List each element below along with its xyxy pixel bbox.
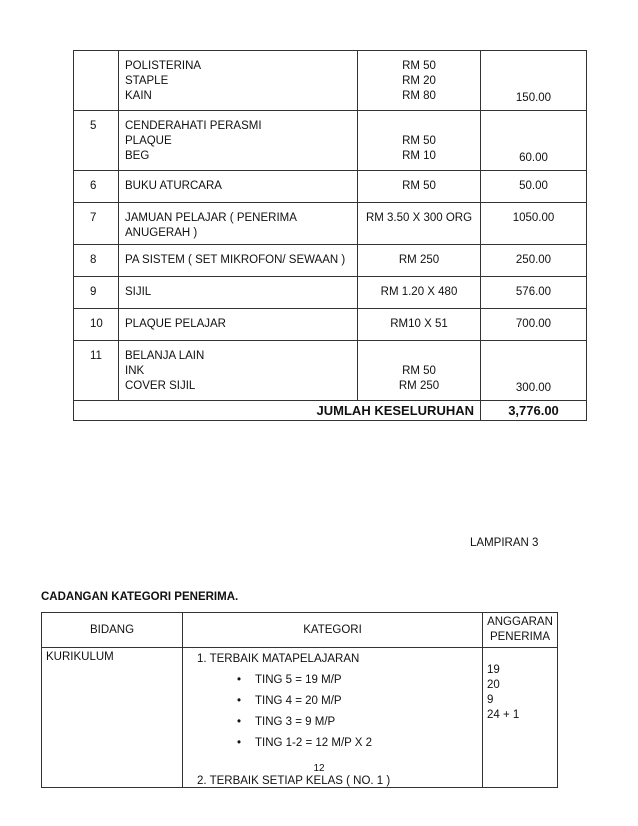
header-bidang: BIDANG: [42, 613, 183, 648]
price-line: RM 20: [402, 75, 436, 87]
price-line: RM 50: [402, 365, 436, 377]
price-line: RM 10: [402, 150, 436, 162]
row-number: 11: [74, 341, 119, 401]
kategori-bullet-1: [237, 673, 342, 688]
bullet-text: TING 5 = 19 M/P: [255, 674, 342, 686]
item-line: COVER SIJIL: [125, 380, 196, 392]
item-line: ANUGERAH ): [125, 227, 198, 239]
header-anggaran-line1: ANGGARAN: [487, 616, 553, 628]
total-cell: 300.00: [481, 341, 587, 401]
price-cell: [358, 245, 481, 277]
kategori-bullet-3: [237, 715, 335, 730]
anggaran-value-2: 20: [487, 679, 500, 691]
item-line: CENDERAHATI PERASMI: [125, 120, 262, 132]
budget-row: [74, 203, 587, 245]
row-number: 7: [74, 203, 119, 245]
kategori-item-2: 2. TERBAIK SETIAP KELAS ( NO. 1 ): [197, 775, 391, 787]
row-number: 5: [74, 111, 119, 171]
row-number: 10: [74, 309, 119, 341]
kategori-bullet-4: [237, 736, 372, 751]
item-line: JAMUAN PELAJAR ( PENERIMA: [125, 212, 297, 224]
item-line: PLAQUE PELAJAR: [125, 318, 226, 330]
anggaran-value-3: 9: [487, 694, 494, 706]
header-kategori: KATEGORI: [183, 613, 483, 648]
header-anggaran-line2: PENERIMA: [489, 631, 551, 643]
budget-row: [74, 245, 587, 277]
total-cell: 60.00: [481, 111, 587, 171]
summary-value: 3,776.00: [481, 401, 587, 421]
price-line: RM 3.50 X 300 ORG: [365, 212, 473, 224]
item-cell: [119, 203, 358, 245]
kategori-item-1: 1. TERBAIK MATAPELAJARAN: [197, 653, 360, 665]
item-line: STAPLE: [125, 75, 169, 87]
bidang-cell: KURIKULUM: [42, 648, 183, 788]
item-line: SIJIL: [125, 286, 152, 298]
item-cell: [119, 51, 358, 111]
total-cell: 250.00: [481, 245, 587, 277]
item-cell: [119, 245, 358, 277]
item-cell: [119, 171, 358, 203]
price-cell: [358, 171, 481, 203]
total-cell: 576.00: [481, 277, 587, 309]
price-cell: [358, 111, 481, 171]
item-line: BUKU ATURCARA: [125, 180, 222, 192]
price-line: RM10 X 51: [390, 318, 448, 330]
bullet-text: TING 4 = 20 M/P: [255, 695, 342, 707]
budget-row: [74, 341, 587, 401]
item-line: BELANJA LAIN: [125, 350, 205, 362]
section-title: CADANGAN KATEGORI PENERIMA.: [41, 591, 239, 603]
budget-table: [73, 50, 587, 421]
budget-row: [74, 171, 587, 203]
price-line: RM 50: [402, 60, 436, 72]
item-cell: [119, 309, 358, 341]
bullet-icon: •: [237, 737, 242, 749]
row-number: 8: [74, 245, 119, 277]
item-line: INK: [125, 365, 145, 377]
budget-row: [74, 309, 587, 341]
price-cell: [358, 309, 481, 341]
anggaran-value-1: 19: [487, 664, 500, 676]
item-line: PLAQUE: [125, 135, 172, 147]
budget-row: [74, 277, 587, 309]
item-cell: [119, 111, 358, 171]
budget-row: [74, 51, 587, 111]
price-cell: [358, 203, 481, 245]
row-number: [74, 51, 119, 111]
price-cell: [358, 277, 481, 309]
price-line: RM 50: [402, 180, 436, 192]
total-cell: 50.00: [481, 171, 587, 203]
price-line: RM 1.20 X 480: [380, 286, 458, 298]
price-line: RM 80: [402, 90, 436, 102]
item-line: BEG: [125, 150, 150, 162]
kategori-bullet-2: [237, 694, 342, 709]
item-line: PA SISTEM ( SET MIKROFON/ SEWAAN ): [125, 254, 346, 266]
page-number: 12: [313, 763, 325, 774]
anggaran-value-4: 24 + 1: [487, 709, 520, 721]
lampiran-label: LAMPIRAN 3: [470, 537, 539, 549]
price-cell: [358, 341, 481, 401]
row-number: 6: [74, 171, 119, 203]
bullet-text: TING 1-2 = 12 M/P X 2: [255, 737, 373, 749]
total-cell: 150.00: [481, 51, 587, 111]
kategori-header-row: [42, 613, 558, 648]
row-number: 9: [74, 277, 119, 309]
bullet-icon: •: [237, 716, 242, 728]
bullet-icon: •: [237, 674, 242, 686]
summary-row: [74, 401, 587, 421]
summary-label: JUMLAH KESELURUHAN: [74, 401, 481, 421]
bullet-icon: •: [237, 695, 242, 707]
bullet-text: TING 3 = 9 M/P: [255, 716, 336, 728]
total-cell: 700.00: [481, 309, 587, 341]
header-anggaran: [483, 613, 558, 648]
item-line: POLISTERINA: [125, 60, 202, 72]
price-line: RM 50: [402, 135, 436, 147]
item-line: KAIN: [125, 90, 152, 102]
price-line: RM 250: [398, 380, 440, 392]
budget-row: [74, 111, 587, 171]
item-cell: [119, 341, 358, 401]
price-cell: [358, 51, 481, 111]
price-line: RM 250: [398, 254, 440, 266]
total-cell: 1050.00: [481, 203, 587, 245]
item-cell: [119, 277, 358, 309]
kategori-table: [41, 612, 558, 788]
